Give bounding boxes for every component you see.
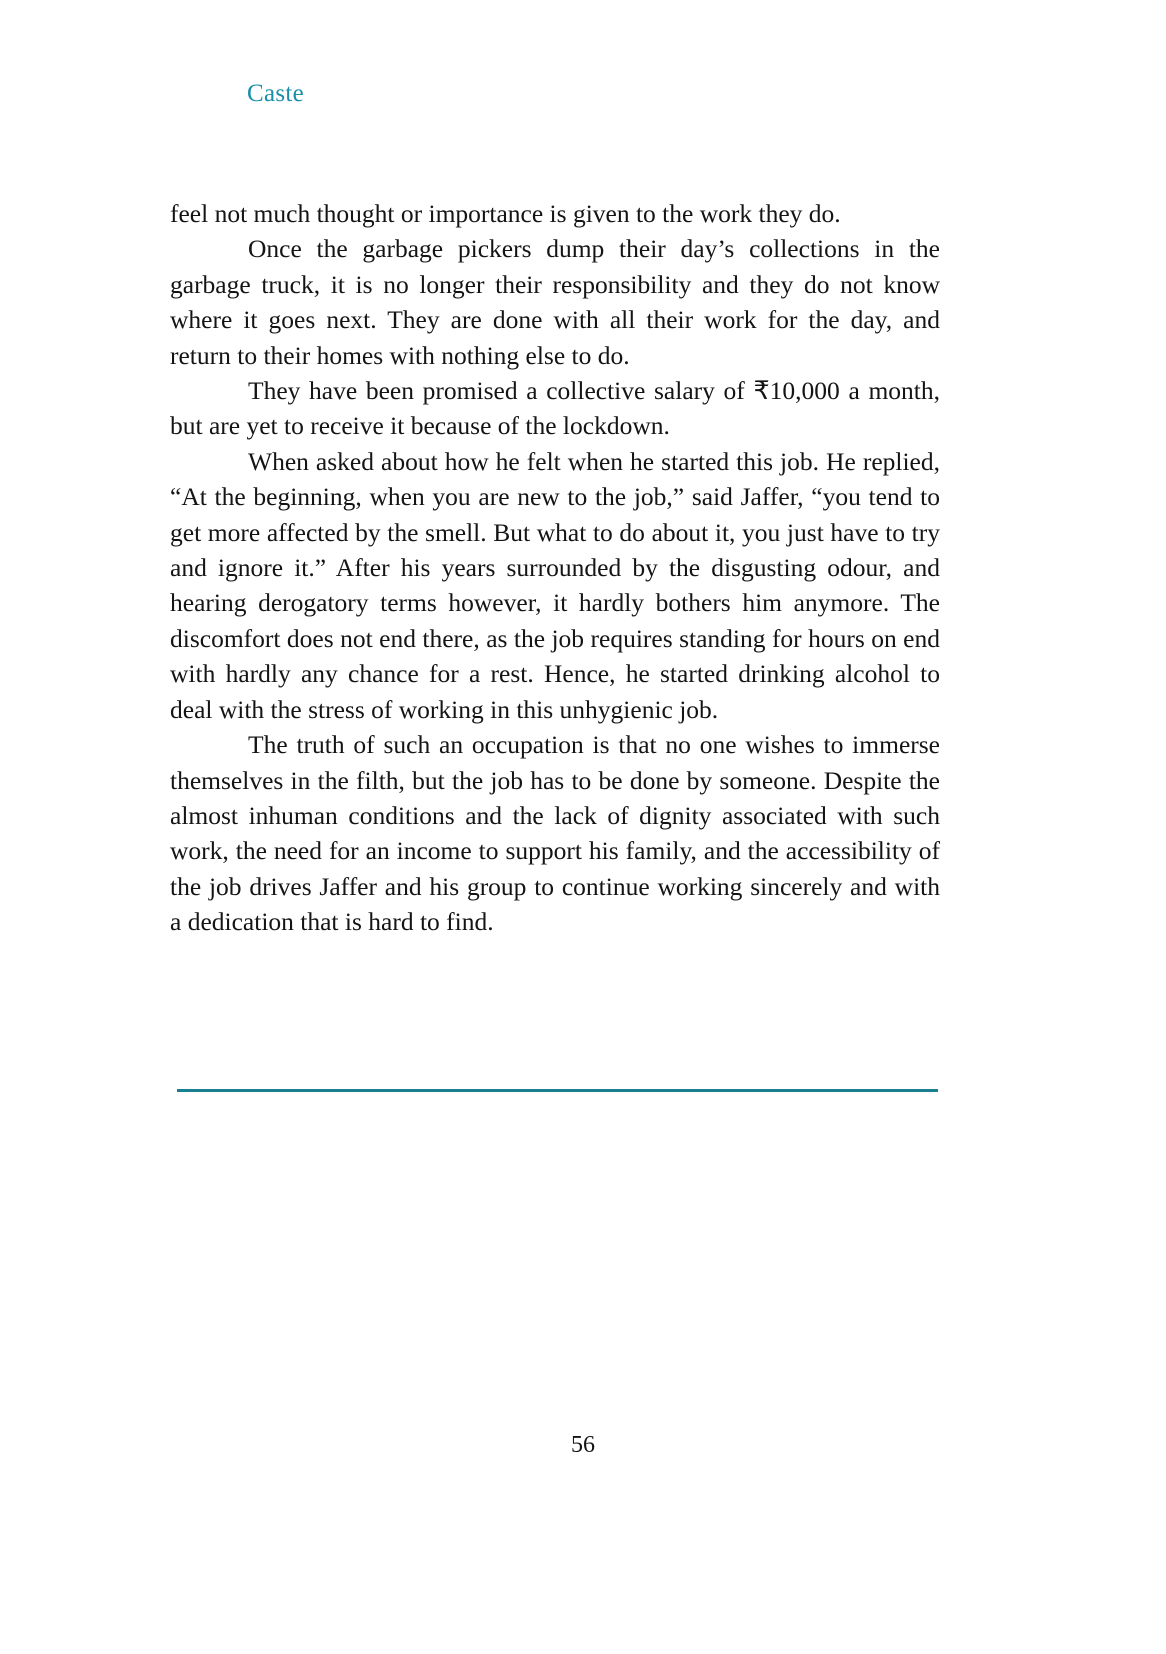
section-divider-rule [177,1089,938,1092]
paragraph: When asked about how he felt when he started this job. He replied, “At the beginning, when you are new to the job,” said Jaffer, “you tend to get more affected by the smell. But what to do about it, you just have to try and ignore it.” After his years surrounded by the disgusting odour, and hearing derogatory terms however, it hardly bothers him anymore. The discomfort does not end there, as the job requires standing for hours on end with hardly any chance for a rest. Hence, he started drinking alcohol to deal with the stress of working in this unhygienic job. [170,446,940,724]
running-head: Caste [247,80,305,107]
paragraph: They have been promised a collective salary of ₹10,000 a month, but are yet to receive it because of the lockdown. [170,376,940,441]
page-number: 56 [571,1432,595,1458]
paragraph: Once the garbage pickers dump their day’s collections in the garbage truck, it is no longer their responsibility and they do not know where it goes next. They are done with all their work for the day, and return to their homes with nothing else to do. [170,234,940,370]
paragraph: feel not much thought or importance is given to the work they do. [170,199,841,228]
body-text-column [170,196,940,940]
paragraph: The truth of such an occupation is that no one wishes to immerse themselves in the filth, but the job has to be done by someone. Despite the almost inhuman conditions and the lack of dignity associated with such work, the need for an income to support his family, and the accessibility of the job drives Jaffer and his group to continue working sincerely and with a dedication that is hard to find. [170,730,940,937]
